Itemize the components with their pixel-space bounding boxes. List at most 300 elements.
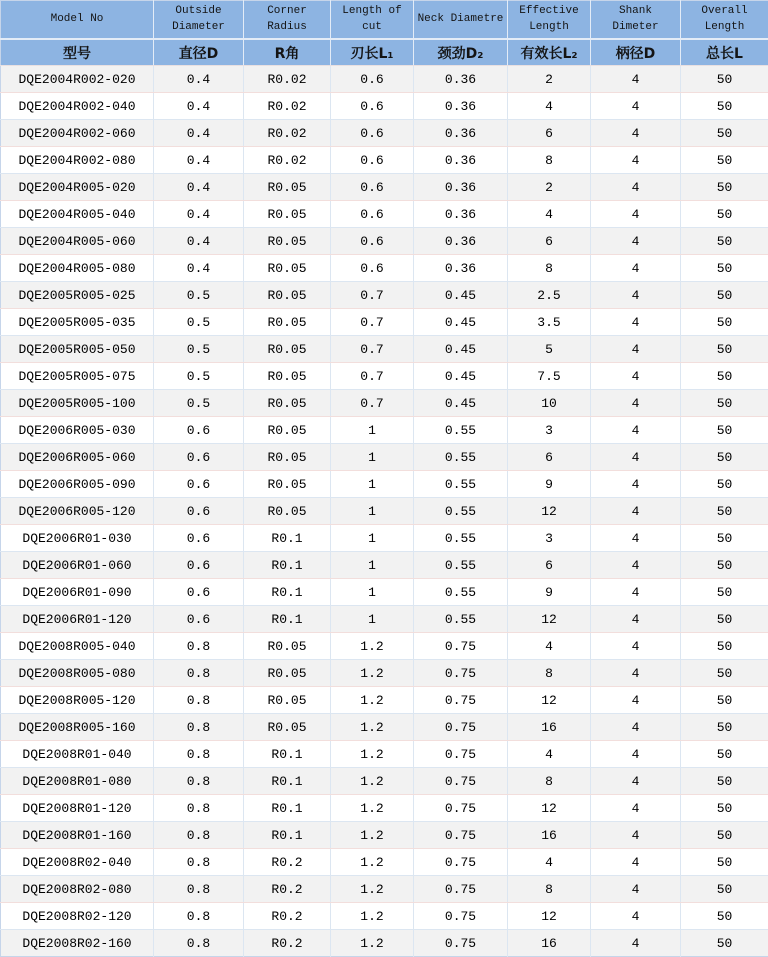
effective-length-cell: 4: [508, 849, 591, 876]
table-row: [1, 309, 768, 336]
length-of-cut-cell: 0.6: [331, 201, 414, 228]
neck-diametre-cell: 0.75: [414, 741, 508, 768]
table-row: [1, 417, 768, 444]
corner-radius-cell: R0.05: [244, 714, 331, 741]
overall-length-cell: 50: [681, 903, 768, 930]
model-no-cell: DQE2004R002-080: [1, 147, 154, 174]
corner-radius-cell: R0.1: [244, 768, 331, 795]
effective-length-cell: 12: [508, 795, 591, 822]
outside-diameter-cell: 0.5: [154, 309, 244, 336]
neck-diametre-cell: 0.75: [414, 795, 508, 822]
length-of-cut-cell: 1: [331, 498, 414, 525]
effective-length-cell: 8: [508, 768, 591, 795]
table-row: [1, 147, 768, 174]
model-no-cell: DQE2008R01-040: [1, 741, 154, 768]
model-no-cell: DQE2005R005-100: [1, 390, 154, 417]
length-of-cut-cell: 1: [331, 444, 414, 471]
length-of-cut-cell: 1: [331, 579, 414, 606]
effective-length-cell: 9: [508, 579, 591, 606]
outside-diameter-cell: 0.5: [154, 363, 244, 390]
table-row: [1, 255, 768, 282]
corner-radius-cell: R0.2: [244, 930, 331, 957]
effective-length-cell: 9: [508, 471, 591, 498]
overall-length-cell: 50: [681, 363, 768, 390]
shank-dimeter-cell: 4: [591, 633, 681, 660]
neck-diametre-cell: 0.75: [414, 876, 508, 903]
effective-length-cell: 6: [508, 444, 591, 471]
length-of-cut-cell: 1.2: [331, 795, 414, 822]
length-of-cut-cell: 1.2: [331, 768, 414, 795]
length-of-cut-cell: 0.7: [331, 363, 414, 390]
neck-diametre-cell: 0.55: [414, 444, 508, 471]
table-row: [1, 390, 768, 417]
effective-length-cell: 12: [508, 606, 591, 633]
shank-dimeter-cell: 4: [591, 768, 681, 795]
model-no-cell: DQE2004R005-080: [1, 255, 154, 282]
shank-dimeter-cell: 4: [591, 201, 681, 228]
model-no-cell: DQE2006R01-030: [1, 525, 154, 552]
shank-dimeter-cell: 4: [591, 66, 681, 93]
neck-diametre-cell: 0.75: [414, 903, 508, 930]
overall-length-cell: 50: [681, 930, 768, 957]
model-no-cell: DQE2005R005-025: [1, 282, 154, 309]
corner-radius-cell: R0.05: [244, 174, 331, 201]
model-no-cell: DQE2006R005-060: [1, 444, 154, 471]
neck-diametre-cell: 0.75: [414, 660, 508, 687]
length-of-cut-cell: 1.2: [331, 741, 414, 768]
corner-radius-cell: R0.1: [244, 606, 331, 633]
corner-radius-cell: R0.05: [244, 228, 331, 255]
table-row: [1, 525, 768, 552]
table-row: [1, 282, 768, 309]
effective-length-cell: 16: [508, 822, 591, 849]
col-header-model-no: Model No: [1, 1, 154, 40]
outside-diameter-cell: 0.8: [154, 903, 244, 930]
neck-diametre-cell: 0.55: [414, 471, 508, 498]
col-header-neck-diametre: Neck Diametre: [414, 1, 508, 40]
table-row: [1, 687, 768, 714]
table-row: [1, 660, 768, 687]
overall-length-cell: 50: [681, 336, 768, 363]
neck-diametre-cell: 0.36: [414, 120, 508, 147]
corner-radius-cell: R0.05: [244, 633, 331, 660]
neck-diametre-cell: 0.75: [414, 687, 508, 714]
model-no-cell: DQE2004R005-040: [1, 201, 154, 228]
table-row: [1, 876, 768, 903]
effective-length-cell: 8: [508, 255, 591, 282]
neck-diametre-cell: 0.75: [414, 768, 508, 795]
effective-length-cell: 8: [508, 660, 591, 687]
corner-radius-cell: R0.02: [244, 120, 331, 147]
corner-radius-cell: R0.02: [244, 147, 331, 174]
overall-length-cell: 50: [681, 120, 768, 147]
shank-dimeter-cell: 4: [591, 660, 681, 687]
corner-radius-cell: R0.05: [244, 201, 331, 228]
shank-dimeter-cell: 4: [591, 606, 681, 633]
shank-dimeter-cell: 4: [591, 471, 681, 498]
outside-diameter-cell: 0.6: [154, 444, 244, 471]
col-header-effective-length: Effective Length: [508, 1, 591, 40]
table-row: [1, 714, 768, 741]
effective-length-cell: 16: [508, 930, 591, 957]
overall-length-cell: 50: [681, 660, 768, 687]
length-of-cut-cell: 1: [331, 525, 414, 552]
outside-diameter-cell: 0.6: [154, 552, 244, 579]
effective-length-cell: 6: [508, 228, 591, 255]
length-of-cut-cell: 0.6: [331, 120, 414, 147]
neck-diametre-cell: 0.45: [414, 309, 508, 336]
model-no-cell: DQE2004R002-060: [1, 120, 154, 147]
model-no-cell: DQE2005R005-075: [1, 363, 154, 390]
model-no-cell: DQE2008R02-080: [1, 876, 154, 903]
outside-diameter-cell: 0.5: [154, 282, 244, 309]
neck-diametre-cell: 0.55: [414, 498, 508, 525]
outside-diameter-cell: 0.8: [154, 687, 244, 714]
model-no-cell: DQE2008R005-040: [1, 633, 154, 660]
effective-length-cell: 4: [508, 201, 591, 228]
corner-radius-cell: R0.1: [244, 525, 331, 552]
neck-diametre-cell: 0.45: [414, 363, 508, 390]
effective-length-cell: 2: [508, 66, 591, 93]
effective-length-cell: 8: [508, 876, 591, 903]
neck-diametre-cell: 0.36: [414, 147, 508, 174]
length-of-cut-cell: 1.2: [331, 876, 414, 903]
corner-radius-cell: R0.05: [244, 687, 331, 714]
overall-length-cell: 50: [681, 849, 768, 876]
neck-diametre-cell: 0.36: [414, 174, 508, 201]
corner-radius-cell: R0.1: [244, 741, 331, 768]
overall-length-cell: 50: [681, 579, 768, 606]
model-no-cell: DQE2008R005-080: [1, 660, 154, 687]
model-no-cell: DQE2008R01-120: [1, 795, 154, 822]
corner-radius-cell: R0.05: [244, 444, 331, 471]
neck-diametre-cell: 0.55: [414, 525, 508, 552]
corner-radius-cell: R0.05: [244, 471, 331, 498]
shank-dimeter-cell: 4: [591, 417, 681, 444]
outside-diameter-cell: 0.8: [154, 741, 244, 768]
length-of-cut-cell: 1.2: [331, 660, 414, 687]
length-of-cut-cell: 1: [331, 417, 414, 444]
overall-length-cell: 50: [681, 444, 768, 471]
header-row-english: [1, 1, 768, 40]
length-of-cut-cell: 0.6: [331, 255, 414, 282]
outside-diameter-cell: 0.4: [154, 228, 244, 255]
outside-diameter-cell: 0.8: [154, 714, 244, 741]
shank-dimeter-cell: 4: [591, 120, 681, 147]
overall-length-cell: 50: [681, 255, 768, 282]
model-no-cell: DQE2008R005-160: [1, 714, 154, 741]
shank-dimeter-cell: 4: [591, 714, 681, 741]
length-of-cut-cell: 1.2: [331, 930, 414, 957]
effective-length-cell: 16: [508, 714, 591, 741]
overall-length-cell: 50: [681, 876, 768, 903]
overall-length-cell: 50: [681, 687, 768, 714]
outside-diameter-cell: 0.6: [154, 498, 244, 525]
overall-length-cell: 50: [681, 471, 768, 498]
table-row: [1, 930, 768, 957]
effective-length-cell: 12: [508, 498, 591, 525]
neck-diametre-cell: 0.75: [414, 633, 508, 660]
corner-radius-cell: R0.05: [244, 255, 331, 282]
col-header-outside-diameter-zh: 直径D: [154, 39, 244, 66]
length-of-cut-cell: 0.6: [331, 66, 414, 93]
outside-diameter-cell: 0.8: [154, 660, 244, 687]
shank-dimeter-cell: 4: [591, 93, 681, 120]
shank-dimeter-cell: 4: [591, 309, 681, 336]
outside-diameter-cell: 0.6: [154, 525, 244, 552]
corner-radius-cell: R0.05: [244, 498, 331, 525]
overall-length-cell: 50: [681, 147, 768, 174]
overall-length-cell: 50: [681, 201, 768, 228]
table-row: [1, 336, 768, 363]
neck-diametre-cell: 0.55: [414, 552, 508, 579]
overall-length-cell: 50: [681, 93, 768, 120]
length-of-cut-cell: 1: [331, 552, 414, 579]
effective-length-cell: 3.5: [508, 309, 591, 336]
table-row: [1, 741, 768, 768]
table-row: [1, 822, 768, 849]
table-row: [1, 795, 768, 822]
neck-diametre-cell: 0.55: [414, 606, 508, 633]
outside-diameter-cell: 0.6: [154, 606, 244, 633]
corner-radius-cell: R0.2: [244, 903, 331, 930]
length-of-cut-cell: 1.2: [331, 714, 414, 741]
shank-dimeter-cell: 4: [591, 822, 681, 849]
neck-diametre-cell: 0.75: [414, 930, 508, 957]
outside-diameter-cell: 0.4: [154, 147, 244, 174]
neck-diametre-cell: 0.36: [414, 93, 508, 120]
overall-length-cell: 50: [681, 768, 768, 795]
effective-length-cell: 12: [508, 687, 591, 714]
outside-diameter-cell: 0.8: [154, 876, 244, 903]
table-row: [1, 606, 768, 633]
shank-dimeter-cell: 4: [591, 282, 681, 309]
shank-dimeter-cell: 4: [591, 741, 681, 768]
effective-length-cell: 6: [508, 552, 591, 579]
effective-length-cell: 3: [508, 525, 591, 552]
outside-diameter-cell: 0.5: [154, 390, 244, 417]
model-no-cell: DQE2004R005-060: [1, 228, 154, 255]
model-no-cell: DQE2004R002-020: [1, 66, 154, 93]
model-no-cell: DQE2006R01-060: [1, 552, 154, 579]
table-row: [1, 903, 768, 930]
corner-radius-cell: R0.1: [244, 795, 331, 822]
length-of-cut-cell: 1.2: [331, 687, 414, 714]
col-header-effective-length-zh: 有效长L₂: [508, 39, 591, 66]
table-row: [1, 120, 768, 147]
header-row-chinese: [1, 39, 768, 66]
model-no-cell: DQE2008R02-120: [1, 903, 154, 930]
table-row: [1, 66, 768, 93]
outside-diameter-cell: 0.4: [154, 120, 244, 147]
model-no-cell: DQE2006R01-090: [1, 579, 154, 606]
shank-dimeter-cell: 4: [591, 903, 681, 930]
shank-dimeter-cell: 4: [591, 687, 681, 714]
overall-length-cell: 50: [681, 795, 768, 822]
table-row: [1, 174, 768, 201]
table-row: [1, 579, 768, 606]
length-of-cut-cell: 0.6: [331, 228, 414, 255]
length-of-cut-cell: 0.7: [331, 309, 414, 336]
col-header-overall-length: Overall Length: [681, 1, 768, 40]
outside-diameter-cell: 0.8: [154, 768, 244, 795]
neck-diametre-cell: 0.45: [414, 336, 508, 363]
length-of-cut-cell: 1.2: [331, 822, 414, 849]
table-row: [1, 552, 768, 579]
col-header-overall-length-zh: 总长L: [681, 39, 768, 66]
model-no-cell: DQE2006R005-090: [1, 471, 154, 498]
model-no-cell: DQE2008R01-080: [1, 768, 154, 795]
corner-radius-cell: R0.02: [244, 66, 331, 93]
shank-dimeter-cell: 4: [591, 336, 681, 363]
outside-diameter-cell: 0.8: [154, 795, 244, 822]
neck-diametre-cell: 0.36: [414, 255, 508, 282]
neck-diametre-cell: 0.36: [414, 228, 508, 255]
length-of-cut-cell: 0.6: [331, 147, 414, 174]
model-no-cell: DQE2008R02-160: [1, 930, 154, 957]
overall-length-cell: 50: [681, 525, 768, 552]
outside-diameter-cell: 0.8: [154, 930, 244, 957]
corner-radius-cell: R0.05: [244, 282, 331, 309]
overall-length-cell: 50: [681, 66, 768, 93]
table-row: [1, 93, 768, 120]
overall-length-cell: 50: [681, 741, 768, 768]
neck-diametre-cell: 0.75: [414, 849, 508, 876]
corner-radius-cell: R0.1: [244, 552, 331, 579]
effective-length-cell: 4: [508, 741, 591, 768]
overall-length-cell: 50: [681, 309, 768, 336]
overall-length-cell: 50: [681, 174, 768, 201]
model-no-cell: DQE2004R002-040: [1, 93, 154, 120]
model-no-cell: DQE2005R005-050: [1, 336, 154, 363]
col-header-model-no-zh: 型号: [1, 39, 154, 66]
overall-length-cell: 50: [681, 498, 768, 525]
table-row: [1, 498, 768, 525]
overall-length-cell: 50: [681, 282, 768, 309]
shank-dimeter-cell: 4: [591, 876, 681, 903]
neck-diametre-cell: 0.45: [414, 390, 508, 417]
table-row: [1, 849, 768, 876]
col-header-shank-dimeter: Shank Dimeter: [591, 1, 681, 40]
effective-length-cell: 5: [508, 336, 591, 363]
outside-diameter-cell: 0.4: [154, 174, 244, 201]
effective-length-cell: 8: [508, 147, 591, 174]
table-row: [1, 471, 768, 498]
shank-dimeter-cell: 4: [591, 498, 681, 525]
corner-radius-cell: R0.1: [244, 822, 331, 849]
length-of-cut-cell: 1.2: [331, 849, 414, 876]
table-row: [1, 633, 768, 660]
corner-radius-cell: R0.05: [244, 309, 331, 336]
corner-radius-cell: R0.05: [244, 336, 331, 363]
shank-dimeter-cell: 4: [591, 363, 681, 390]
neck-diametre-cell: 0.36: [414, 201, 508, 228]
overall-length-cell: 50: [681, 228, 768, 255]
model-no-cell: DQE2008R01-160: [1, 822, 154, 849]
overall-length-cell: 50: [681, 606, 768, 633]
outside-diameter-cell: 0.5: [154, 336, 244, 363]
table-row: [1, 768, 768, 795]
effective-length-cell: 12: [508, 903, 591, 930]
length-of-cut-cell: 0.6: [331, 174, 414, 201]
outside-diameter-cell: 0.8: [154, 822, 244, 849]
neck-diametre-cell: 0.36: [414, 66, 508, 93]
overall-length-cell: 50: [681, 390, 768, 417]
shank-dimeter-cell: 4: [591, 255, 681, 282]
table-header: [1, 1, 768, 66]
effective-length-cell: 10: [508, 390, 591, 417]
col-header-shank-dimeter-zh: 柄径D: [591, 39, 681, 66]
model-no-cell: DQE2008R02-040: [1, 849, 154, 876]
length-of-cut-cell: 1.2: [331, 633, 414, 660]
effective-length-cell: 2: [508, 174, 591, 201]
corner-radius-cell: R0.02: [244, 93, 331, 120]
model-no-cell: DQE2006R01-120: [1, 606, 154, 633]
shank-dimeter-cell: 4: [591, 930, 681, 957]
model-no-cell: DQE2006R005-030: [1, 417, 154, 444]
outside-diameter-cell: 0.8: [154, 633, 244, 660]
effective-length-cell: 6: [508, 120, 591, 147]
outside-diameter-cell: 0.6: [154, 417, 244, 444]
neck-diametre-cell: 0.55: [414, 579, 508, 606]
col-header-length-of-cut-zh: 刃长L₁: [331, 39, 414, 66]
length-of-cut-cell: 0.7: [331, 336, 414, 363]
col-header-length-of-cut: Length of cut: [331, 1, 414, 40]
effective-length-cell: 2.5: [508, 282, 591, 309]
outside-diameter-cell: 0.4: [154, 66, 244, 93]
overall-length-cell: 50: [681, 714, 768, 741]
shank-dimeter-cell: 4: [591, 174, 681, 201]
neck-diametre-cell: 0.75: [414, 822, 508, 849]
corner-radius-cell: R0.05: [244, 390, 331, 417]
shank-dimeter-cell: 4: [591, 147, 681, 174]
outside-diameter-cell: 0.8: [154, 849, 244, 876]
outside-diameter-cell: 0.6: [154, 471, 244, 498]
effective-length-cell: 4: [508, 633, 591, 660]
shank-dimeter-cell: 4: [591, 390, 681, 417]
overall-length-cell: 50: [681, 417, 768, 444]
shank-dimeter-cell: 4: [591, 795, 681, 822]
corner-radius-cell: R0.1: [244, 579, 331, 606]
neck-diametre-cell: 0.75: [414, 714, 508, 741]
table-row: [1, 201, 768, 228]
length-of-cut-cell: 1.2: [331, 903, 414, 930]
effective-length-cell: 4: [508, 93, 591, 120]
outside-diameter-cell: 0.6: [154, 579, 244, 606]
overall-length-cell: 50: [681, 633, 768, 660]
length-of-cut-cell: 1: [331, 606, 414, 633]
corner-radius-cell: R0.05: [244, 417, 331, 444]
length-of-cut-cell: 0.7: [331, 282, 414, 309]
table-body: [1, 66, 768, 957]
corner-radius-cell: R0.05: [244, 363, 331, 390]
length-of-cut-cell: 0.6: [331, 93, 414, 120]
col-header-outside-diameter: Outside Diameter: [154, 1, 244, 40]
effective-length-cell: 3: [508, 417, 591, 444]
overall-length-cell: 50: [681, 822, 768, 849]
effective-length-cell: 7.5: [508, 363, 591, 390]
model-no-cell: DQE2006R005-120: [1, 498, 154, 525]
neck-diametre-cell: 0.55: [414, 417, 508, 444]
model-no-cell: DQE2004R005-020: [1, 174, 154, 201]
table-row: [1, 444, 768, 471]
outside-diameter-cell: 0.4: [154, 93, 244, 120]
shank-dimeter-cell: 4: [591, 552, 681, 579]
corner-radius-cell: R0.05: [244, 660, 331, 687]
overall-length-cell: 50: [681, 552, 768, 579]
col-header-neck-diametre-zh: 颈劲D₂: [414, 39, 508, 66]
table-row: [1, 363, 768, 390]
